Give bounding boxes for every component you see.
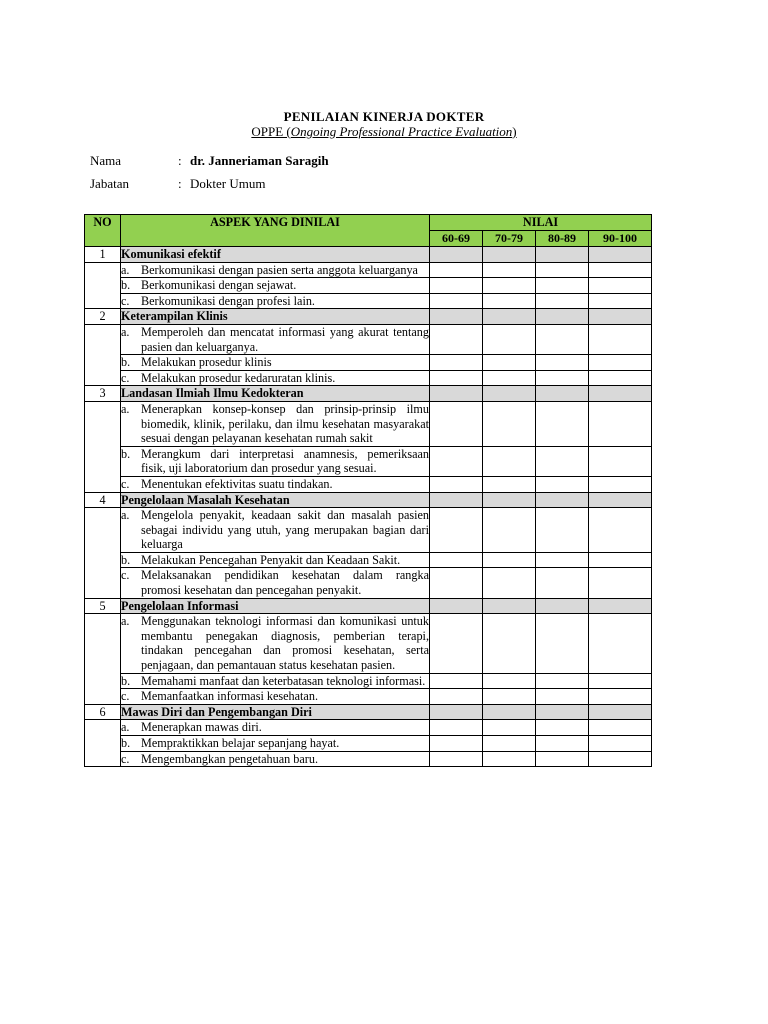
section-row [85, 247, 652, 263]
score-cell[interactable] [430, 446, 483, 476]
aspect-item [121, 293, 430, 309]
score-cell[interactable] [536, 278, 589, 294]
item-row [85, 689, 652, 705]
section-score-cell [483, 598, 536, 614]
section-number: 1 [85, 247, 121, 263]
number-spacer-cell [85, 262, 121, 309]
item-row [85, 446, 652, 476]
aspect-item [121, 568, 430, 598]
item-letter: c. [121, 568, 130, 583]
score-cell[interactable] [483, 262, 536, 278]
header-range-80-89: 80-89 [536, 231, 589, 247]
item-text: Melaksanakan pendidikan kesehatan dalam rangka promosi kesehatan dan pencegahan penyakit. [141, 568, 429, 598]
score-cell[interactable] [589, 720, 652, 736]
item-row [85, 673, 652, 689]
item-row [85, 508, 652, 553]
section-number: 5 [85, 598, 121, 614]
item-row [85, 401, 652, 446]
score-cell[interactable] [483, 689, 536, 705]
item-row [85, 293, 652, 309]
score-cell[interactable] [483, 446, 536, 476]
section-row [85, 309, 652, 325]
header-no: NO [85, 215, 121, 247]
section-score-cell [430, 704, 483, 720]
aspect-item [121, 720, 430, 736]
position-row [90, 176, 265, 192]
score-cell[interactable] [483, 552, 536, 568]
aspect-item [121, 355, 430, 371]
section-title: Komunikasi efektif [121, 247, 430, 263]
aspect-item [121, 401, 430, 446]
score-cell[interactable] [430, 278, 483, 294]
item-text: Menentukan efektivitas suatu tindakan. [141, 476, 333, 491]
section-score-cell [589, 492, 652, 508]
section-title: Pengelolaan Informasi [121, 598, 430, 614]
section-title: Landasan Ilmiah Ilmu Kedokteran [121, 386, 430, 402]
score-cell[interactable] [430, 401, 483, 446]
score-cell[interactable] [536, 476, 589, 492]
section-number: 4 [85, 492, 121, 508]
aspect-item [121, 262, 430, 278]
score-cell[interactable] [589, 689, 652, 705]
table-body [85, 247, 652, 767]
aspect-item [121, 508, 430, 553]
item-text: Memperoleh dan mencatat informasi yang akurat tentang pasien dan keluarganya. [141, 324, 429, 354]
score-cell[interactable] [536, 401, 589, 446]
score-cell[interactable] [483, 614, 536, 673]
score-cell[interactable] [536, 614, 589, 673]
number-spacer-cell [85, 508, 121, 599]
section-title: Mawas Diri dan Pengembangan Diri [121, 704, 430, 720]
score-cell[interactable] [589, 751, 652, 767]
score-cell[interactable] [589, 673, 652, 689]
item-row [85, 324, 652, 354]
number-spacer-cell [85, 401, 121, 492]
score-cell[interactable] [589, 736, 652, 752]
item-letter: b. [121, 355, 131, 370]
item-letter: b. [121, 278, 131, 293]
evaluation-table [84, 214, 652, 767]
item-text: Mengelola penyakit, keadaan sakit dan masalah pasien sebagai individu yang utuh, yang merupakan bagian dari keluarga [141, 508, 429, 552]
name-row [90, 153, 329, 169]
header-range-60-69: 60-69 [430, 231, 483, 247]
score-cell[interactable] [430, 552, 483, 568]
section-score-cell [589, 598, 652, 614]
section-score-cell [536, 704, 589, 720]
item-text: Memanfaatkan informasi kesehatan. [141, 689, 318, 704]
item-text: Berkomunikasi dengan profesi lain. [141, 293, 315, 308]
aspect-item [121, 751, 430, 767]
item-text: Melakukan Pencegahan Penyakit dan Keadaan Sakit. [141, 552, 401, 567]
section-score-cell [536, 386, 589, 402]
header-aspect: ASPEK YANG DINILAI [121, 215, 430, 247]
aspect-item [121, 446, 430, 476]
score-cell[interactable] [589, 614, 652, 673]
section-score-cell [589, 704, 652, 720]
item-row [85, 476, 652, 492]
item-text: Melakukan prosedur klinis [141, 355, 272, 370]
section-score-cell [430, 247, 483, 263]
score-cell[interactable] [536, 552, 589, 568]
score-cell[interactable] [536, 736, 589, 752]
item-row [85, 568, 652, 598]
aspect-item [121, 552, 430, 568]
header-range-70-79: 70-79 [483, 231, 536, 247]
position-colon: : [178, 176, 182, 191]
position-label: Jabatan [90, 176, 129, 191]
item-text: Melakukan prosedur kedaruratan klinis. [141, 370, 336, 385]
score-cell[interactable] [483, 324, 536, 354]
item-letter: a. [121, 324, 130, 339]
section-score-cell [483, 386, 536, 402]
subtitle-suffix: ) [512, 124, 517, 139]
item-text: Berkomunikasi dengan sejawat. [141, 278, 297, 293]
score-cell[interactable] [536, 720, 589, 736]
score-cell[interactable] [483, 568, 536, 598]
score-cell[interactable] [536, 568, 589, 598]
score-cell[interactable] [589, 552, 652, 568]
item-letter: c. [121, 293, 130, 308]
header-range-90-100: 90-100 [589, 231, 652, 247]
score-cell[interactable] [589, 278, 652, 294]
aspect-item [121, 689, 430, 705]
aspect-item [121, 736, 430, 752]
item-text: Mengembangkan pengetahuan baru. [141, 751, 318, 766]
aspect-item [121, 614, 430, 673]
item-row [85, 720, 652, 736]
section-score-cell [589, 309, 652, 325]
aspect-item [121, 673, 430, 689]
score-cell[interactable] [483, 476, 536, 492]
section-score-cell [430, 492, 483, 508]
item-text: Menggunakan teknologi informasi dan komunikasi untuk membantu penegakan diagnosis, pemberian terapi, tindakan pencegahan dan promosi kesehatan, serta penjagaan, dan pemantauan status kesehatan pasien. [141, 614, 429, 673]
score-cell[interactable] [430, 370, 483, 386]
section-score-cell [536, 492, 589, 508]
section-row [85, 598, 652, 614]
section-number: 2 [85, 309, 121, 325]
score-cell[interactable] [430, 293, 483, 309]
score-cell[interactable] [536, 355, 589, 371]
item-letter: b. [121, 673, 131, 688]
score-cell[interactable] [536, 673, 589, 689]
score-cell[interactable] [430, 324, 483, 354]
item-row [85, 736, 652, 752]
score-cell[interactable] [536, 508, 589, 553]
section-score-cell [589, 247, 652, 263]
section-number: 6 [85, 704, 121, 720]
item-letter: b. [121, 736, 131, 750]
name-label: Nama [90, 153, 122, 168]
score-cell[interactable] [430, 476, 483, 492]
score-cell[interactable] [536, 689, 589, 705]
score-cell[interactable] [536, 446, 589, 476]
aspect-item [121, 278, 430, 294]
score-cell[interactable] [430, 673, 483, 689]
score-cell[interactable] [483, 751, 536, 767]
name-value: dr. Janneriaman Saragih [190, 153, 329, 168]
number-spacer-cell [85, 324, 121, 385]
score-cell[interactable] [483, 370, 536, 386]
item-text: Menerapkan mawas diri. [141, 720, 262, 735]
section-score-cell [483, 492, 536, 508]
section-score-cell [536, 598, 589, 614]
item-row [85, 614, 652, 673]
score-cell[interactable] [589, 355, 652, 371]
section-row [85, 704, 652, 720]
section-score-cell [430, 598, 483, 614]
section-title: Keterampilan Klinis [121, 309, 430, 325]
subtitle-italic: Ongoing Professional Practice Evaluation [290, 124, 513, 139]
item-text: Menerapkan konsep-konsep dan prinsip-prinsip ilmu biomedik, klinik, perilaku, dan ilmu kesehatan masyarakat sesuai dengan pelayanan kesehatan rumah sakit [141, 401, 429, 446]
aspect-item [121, 324, 430, 354]
section-score-cell [483, 309, 536, 325]
score-cell[interactable] [589, 262, 652, 278]
score-cell[interactable] [430, 689, 483, 705]
aspect-item [121, 370, 430, 386]
score-cell[interactable] [430, 262, 483, 278]
score-cell[interactable] [430, 736, 483, 752]
item-letter: c. [121, 689, 130, 704]
item-row [85, 262, 652, 278]
score-cell[interactable] [483, 720, 536, 736]
score-cell[interactable] [430, 751, 483, 767]
item-row [85, 370, 652, 386]
item-letter: b. [121, 552, 131, 567]
score-cell[interactable] [589, 293, 652, 309]
item-row [85, 552, 652, 568]
item-letter: c. [121, 751, 130, 766]
header-score: NILAI [430, 215, 652, 231]
score-cell[interactable] [536, 293, 589, 309]
section-score-cell [483, 704, 536, 720]
section-row [85, 386, 652, 402]
item-text: Memahami manfaat dan keterbatasan teknologi informasi. [141, 673, 426, 688]
aspect-item [121, 476, 430, 492]
score-cell[interactable] [430, 508, 483, 553]
section-score-cell [589, 386, 652, 402]
document-title: PENILAIAN KINERJA DOKTER [283, 109, 485, 124]
section-row [85, 492, 652, 508]
score-cell[interactable] [589, 568, 652, 598]
score-cell[interactable] [430, 568, 483, 598]
score-cell[interactable] [589, 446, 652, 476]
section-score-cell [430, 309, 483, 325]
section-score-cell [483, 247, 536, 263]
number-spacer-cell [85, 614, 121, 705]
score-cell[interactable] [430, 720, 483, 736]
score-cell[interactable] [483, 736, 536, 752]
item-letter: a. [121, 262, 130, 277]
document-subtitle [0, 124, 768, 140]
score-cell[interactable] [483, 293, 536, 309]
score-cell[interactable] [589, 324, 652, 354]
subtitle-prefix: OPPE ( [251, 124, 291, 139]
item-letter: a. [121, 401, 130, 416]
section-score-cell [536, 309, 589, 325]
item-row [85, 751, 652, 767]
score-cell[interactable] [589, 370, 652, 386]
section-score-cell [430, 386, 483, 402]
number-spacer-cell [85, 720, 121, 767]
section-score-cell [536, 247, 589, 263]
score-cell[interactable] [483, 401, 536, 446]
section-number: 3 [85, 386, 121, 402]
score-cell[interactable] [536, 324, 589, 354]
score-cell[interactable] [483, 355, 536, 371]
item-letter: b. [121, 446, 131, 461]
item-text: Berkomunikasi dengan pasien serta anggota keluarganya [141, 262, 418, 277]
score-cell[interactable] [536, 751, 589, 767]
item-letter: a. [121, 720, 130, 735]
item-letter: a. [121, 614, 130, 629]
score-cell[interactable] [430, 355, 483, 371]
item-row [85, 278, 652, 294]
item-letter: c. [121, 370, 130, 385]
score-cell[interactable] [483, 278, 536, 294]
item-letter: c. [121, 476, 130, 491]
position-value: Dokter Umum [190, 176, 266, 191]
section-title: Pengelolaan Masalah Kesehatan [121, 492, 430, 508]
score-cell[interactable] [483, 508, 536, 553]
item-row [85, 355, 652, 371]
item-text: Merangkum dari interpretasi anamnesis, pemeriksaan fisik, uji laboratorium dan prosedur yang sesuai. [141, 446, 429, 476]
item-text: Mempraktikkan belajar sepanjang hayat. [141, 736, 340, 750]
name-colon: : [178, 153, 182, 168]
score-cell[interactable] [589, 476, 652, 492]
score-cell[interactable] [430, 614, 483, 673]
item-letter: a. [121, 508, 130, 523]
score-cell[interactable] [483, 673, 536, 689]
score-cell[interactable] [589, 508, 652, 553]
score-cell[interactable] [536, 370, 589, 386]
score-cell[interactable] [589, 401, 652, 446]
score-cell[interactable] [536, 262, 589, 278]
